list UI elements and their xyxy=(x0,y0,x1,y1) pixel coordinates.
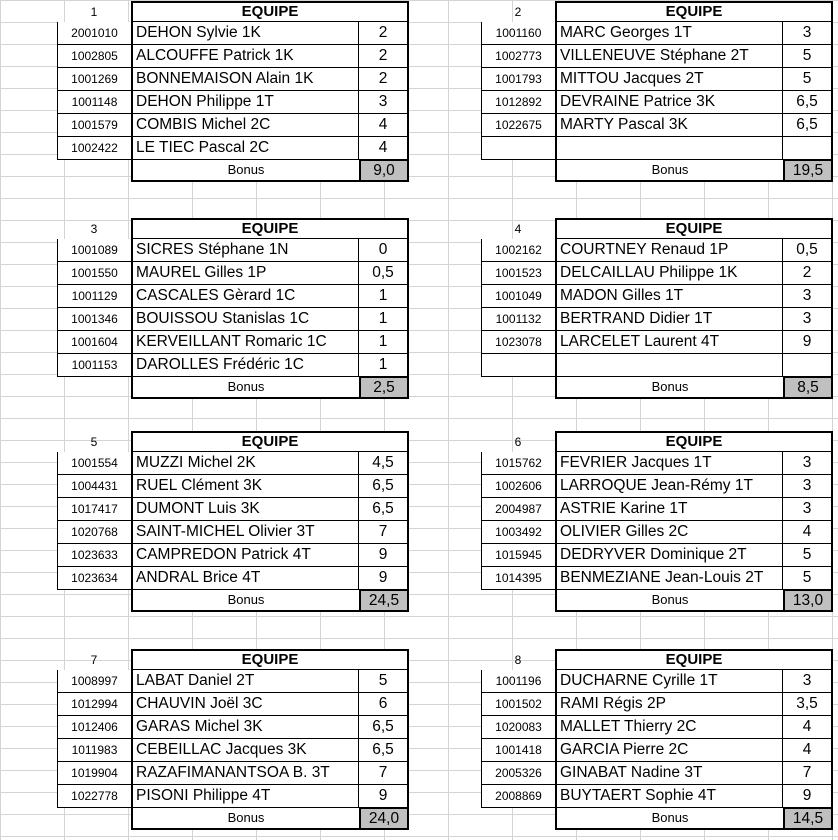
bonus-value[interactable]: 9,0 xyxy=(359,159,409,182)
member-value-cell[interactable]: 6,5 xyxy=(359,475,409,498)
table-row xyxy=(481,567,833,590)
member-name-cell[interactable]: COURTNEY Renaud 1P xyxy=(555,239,783,262)
member-value-cell[interactable]: 2 xyxy=(359,45,409,68)
table-row xyxy=(481,262,833,285)
member-value-cell[interactable]: 9 xyxy=(783,785,833,808)
member-id-cell[interactable]: 1023633 xyxy=(57,544,131,567)
table-row xyxy=(481,739,833,762)
member-id-cell[interactable]: 1001793 xyxy=(481,68,555,91)
member-value-cell[interactable]: 6,5 xyxy=(783,91,833,114)
member-name-cell[interactable]: MITTOU Jacques 2T xyxy=(555,68,783,91)
member-value-cell[interactable]: 6 xyxy=(359,693,409,716)
member-name-cell[interactable]: DEVRAINE Patrice 3K xyxy=(555,91,783,114)
member-name-cell[interactable]: MALLET Thierry 2C xyxy=(555,716,783,739)
member-id-cell[interactable]: 1002773 xyxy=(481,45,555,68)
member-value-cell[interactable]: 2 xyxy=(359,68,409,91)
team-header[interactable]: EQUIPE xyxy=(555,431,833,452)
table-row xyxy=(481,498,833,521)
member-value-cell[interactable]: 0,5 xyxy=(359,262,409,285)
team-header[interactable]: EQUIPE xyxy=(131,431,409,452)
member-name-cell[interactable]: MUZZI Michel 2K xyxy=(131,452,359,475)
table-row xyxy=(57,239,409,262)
member-id-cell[interactable]: 2004987 xyxy=(481,498,555,521)
member-name-cell[interactable]: ANDRAL Brice 4T xyxy=(131,567,359,590)
member-value-cell[interactable]: 6,5 xyxy=(359,716,409,739)
member-name-cell[interactable]: DELCAILLAU Philippe 1K xyxy=(555,262,783,285)
member-id-cell[interactable]: 1001129 xyxy=(57,285,131,308)
member-id-cell[interactable]: 1001148 xyxy=(57,91,131,114)
table-row xyxy=(57,137,409,160)
bonus-label[interactable]: Bonus xyxy=(131,159,359,182)
table-row xyxy=(57,331,409,354)
member-value-cell[interactable]: 5 xyxy=(783,68,833,91)
bonus-value[interactable]: 14,5 xyxy=(783,807,833,830)
member-id-cell[interactable]: 1001550 xyxy=(57,262,131,285)
member-id-cell[interactable]: 1012994 xyxy=(57,693,131,716)
member-id-cell[interactable]: 1011983 xyxy=(57,739,131,762)
table-row xyxy=(481,137,833,160)
member-id-cell[interactable]: 1001502 xyxy=(481,693,555,716)
bonus-label[interactable]: Bonus xyxy=(131,376,359,399)
member-name-cell[interactable]: BERTRAND Didier 1T xyxy=(555,308,783,331)
member-name-cell[interactable]: CEBEILLAC Jacques 3K xyxy=(131,739,359,762)
member-value-cell[interactable]: 9 xyxy=(359,544,409,567)
member-id-cell[interactable]: 1002422 xyxy=(57,137,131,160)
member-value-cell[interactable]: 1 xyxy=(359,308,409,331)
table-row xyxy=(57,567,409,590)
member-value-cell[interactable]: 7 xyxy=(359,521,409,544)
member-value-cell[interactable]: 3,5 xyxy=(783,693,833,716)
member-name-cell[interactable]: DAROLLES Frédéric 1C xyxy=(131,354,359,377)
member-id-cell[interactable]: 1023078 xyxy=(481,331,555,354)
member-name-cell[interactable]: PISONI Philippe 4T xyxy=(131,785,359,808)
member-id-cell[interactable]: 2001010 xyxy=(57,22,131,45)
member-value-cell[interactable]: 4,5 xyxy=(359,452,409,475)
member-id-cell[interactable]: 1001554 xyxy=(57,452,131,475)
table-row xyxy=(57,91,409,114)
member-id-cell[interactable]: 1002606 xyxy=(481,475,555,498)
member-id-cell[interactable]: 1001579 xyxy=(57,114,131,137)
member-name-cell[interactable]: MAUREL Gilles 1P xyxy=(131,262,359,285)
member-id-cell[interactable]: 1001089 xyxy=(57,239,131,262)
member-name-cell[interactable]: BONNEMAISON Alain 1K xyxy=(131,68,359,91)
bonus-label[interactable]: Bonus xyxy=(555,376,783,399)
table-row xyxy=(481,68,833,91)
team-header[interactable]: EQUIPE xyxy=(131,649,409,670)
table-row xyxy=(57,475,409,498)
member-value-cell[interactable]: 9 xyxy=(783,331,833,354)
member-value-cell[interactable]: 5 xyxy=(783,567,833,590)
member-value-cell[interactable]: 3 xyxy=(783,285,833,308)
table-row xyxy=(481,45,833,68)
member-id-cell[interactable]: 1001269 xyxy=(57,68,131,91)
table-row xyxy=(481,239,833,262)
member-name-cell[interactable]: CASCALES Gèrard 1C xyxy=(131,285,359,308)
member-value-cell[interactable]: 9 xyxy=(359,785,409,808)
table-row xyxy=(57,22,409,45)
table-row xyxy=(481,475,833,498)
member-value-cell[interactable]: 3 xyxy=(783,670,833,693)
member-id-cell[interactable]: 1001346 xyxy=(57,308,131,331)
table-row xyxy=(57,498,409,521)
member-name-cell[interactable]: MARC Georges 1T xyxy=(555,22,783,45)
member-name-cell[interactable]: VILLENEUVE Stéphane 2T xyxy=(555,45,783,68)
member-name-cell[interactable]: DUMONT Luis 3K xyxy=(131,498,359,521)
member-id-cell[interactable]: 1004431 xyxy=(57,475,131,498)
team-header[interactable]: EQUIPE xyxy=(555,1,833,22)
table-row xyxy=(481,544,833,567)
member-value-cell[interactable]: 4 xyxy=(783,739,833,762)
member-id-cell[interactable]: 2008869 xyxy=(481,785,555,808)
table-row xyxy=(57,452,409,475)
member-name-cell[interactable]: ALCOUFFE Patrick 1K xyxy=(131,45,359,68)
table-row xyxy=(481,693,833,716)
member-value-cell[interactable]: 5 xyxy=(783,45,833,68)
member-value-cell[interactable]: 5 xyxy=(783,544,833,567)
bonus-label[interactable]: Bonus xyxy=(555,589,783,612)
table-row xyxy=(57,739,409,762)
member-id-cell[interactable]: 1020768 xyxy=(57,521,131,544)
bonus-value[interactable]: 24,5 xyxy=(359,589,409,612)
member-id-cell[interactable]: 1001196 xyxy=(481,670,555,693)
bonus-value[interactable]: 24,0 xyxy=(359,807,409,830)
member-name-cell[interactable]: DEDRYVER Dominique 2T xyxy=(555,544,783,567)
team-number[interactable]: 3 xyxy=(90,222,98,236)
member-name-cell[interactable]: LARROQUE Jean-Rémy 1T xyxy=(555,475,783,498)
table-row xyxy=(57,114,409,137)
member-id-cell[interactable]: 1014395 xyxy=(481,567,555,590)
member-name-cell[interactable]: SICRES Stéphane 1N xyxy=(131,239,359,262)
table-row xyxy=(57,693,409,716)
table-row xyxy=(57,354,409,377)
member-id-cell[interactable]: 1003492 xyxy=(481,521,555,544)
table-row xyxy=(57,45,409,68)
member-value-cell[interactable]: 6,5 xyxy=(359,498,409,521)
member-id-cell[interactable]: 1008997 xyxy=(57,670,131,693)
member-id-cell[interactable]: 1002162 xyxy=(481,239,555,262)
member-name-cell[interactable]: CHAUVIN Joël 3C xyxy=(131,693,359,716)
bonus-label[interactable]: Bonus xyxy=(131,807,359,830)
member-name-cell[interactable]: LE TIEC Pascal 2C xyxy=(131,137,359,160)
member-value-cell[interactable]: 1 xyxy=(359,354,409,377)
member-name-cell[interactable]: GARAS Michel 3K xyxy=(131,716,359,739)
member-name-cell[interactable]: LABAT Daniel 2T xyxy=(131,670,359,693)
member-value-cell[interactable]: 0,5 xyxy=(783,239,833,262)
table-row xyxy=(481,308,833,331)
member-id-cell[interactable]: 1001160 xyxy=(481,22,555,45)
member-value-cell[interactable]: 4 xyxy=(359,137,409,160)
team-number[interactable]: 4 xyxy=(514,222,522,236)
bonus-label[interactable]: Bonus xyxy=(555,159,783,182)
member-value-cell[interactable] xyxy=(783,137,833,160)
table-row xyxy=(57,785,409,808)
member-name-cell[interactable]: DEHON Sylvie 1K xyxy=(131,22,359,45)
member-value-cell[interactable]: 4 xyxy=(783,521,833,544)
table-row xyxy=(57,262,409,285)
table-row xyxy=(481,91,833,114)
member-name-cell[interactable]: BENMEZIANE Jean-Louis 2T xyxy=(555,567,783,590)
table-row xyxy=(481,114,833,137)
member-id-cell[interactable]: 1001132 xyxy=(481,308,555,331)
team-number[interactable]: 5 xyxy=(90,435,98,449)
table-row xyxy=(57,716,409,739)
member-name-cell[interactable]: MARTY Pascal 3K xyxy=(555,114,783,137)
table-row xyxy=(481,762,833,785)
member-name-cell[interactable]: RUEL Clément 3K xyxy=(131,475,359,498)
member-name-cell[interactable]: GARCIA Pierre 2C xyxy=(555,739,783,762)
bonus-value[interactable]: 2,5 xyxy=(359,376,409,399)
member-id-cell[interactable]: 1001049 xyxy=(481,285,555,308)
member-name-cell[interactable]: DUCHARNE Cyrille 1T xyxy=(555,670,783,693)
member-value-cell[interactable]: 3 xyxy=(783,308,833,331)
member-value-cell[interactable]: 0 xyxy=(359,239,409,262)
table-row xyxy=(57,670,409,693)
member-value-cell[interactable]: 1 xyxy=(359,331,409,354)
member-name-cell[interactable]: COMBIS Michel 2C xyxy=(131,114,359,137)
member-id-cell[interactable]: 1022675 xyxy=(481,114,555,137)
member-value-cell[interactable]: 7 xyxy=(359,762,409,785)
member-name-cell[interactable]: FEVRIER Jacques 1T xyxy=(555,452,783,475)
member-name-cell[interactable]: RAZAFIMANANTSOA B. 3T xyxy=(131,762,359,785)
member-name-cell[interactable]: SAINT-MICHEL Olivier 3T xyxy=(131,521,359,544)
member-name-cell[interactable]: BOUISSOU Stanislas 1C xyxy=(131,308,359,331)
member-id-cell[interactable]: 1001604 xyxy=(57,331,131,354)
member-name-cell[interactable] xyxy=(555,137,783,160)
member-id-cell[interactable]: 1012892 xyxy=(481,91,555,114)
bonus-value[interactable]: 8,5 xyxy=(783,376,833,399)
member-value-cell[interactable]: 6,5 xyxy=(359,739,409,762)
member-id-cell[interactable]: 2005326 xyxy=(481,762,555,785)
member-value-cell[interactable]: 3 xyxy=(359,91,409,114)
member-name-cell[interactable]: BUYTAERT Sophie 4T xyxy=(555,785,783,808)
table-row xyxy=(481,354,833,377)
bonus-value[interactable]: 13,0 xyxy=(783,589,833,612)
member-name-cell[interactable] xyxy=(555,354,783,377)
member-value-cell[interactable]: 7 xyxy=(783,762,833,785)
member-value-cell[interactable]: 2 xyxy=(783,262,833,285)
member-name-cell[interactable]: CAMPREDON Patrick 4T xyxy=(131,544,359,567)
member-value-cell[interactable]: 5 xyxy=(359,670,409,693)
team-header[interactable]: EQUIPE xyxy=(131,1,409,22)
member-id-cell[interactable]: 1001523 xyxy=(481,262,555,285)
team-number[interactable]: 6 xyxy=(514,435,522,449)
member-id-cell[interactable] xyxy=(481,354,555,377)
member-value-cell[interactable]: 3 xyxy=(783,22,833,45)
member-name-cell[interactable]: DEHON Philippe 1T xyxy=(131,91,359,114)
member-name-cell[interactable]: MADON Gilles 1T xyxy=(555,285,783,308)
member-value-cell[interactable]: 9 xyxy=(359,567,409,590)
bonus-label[interactable]: Bonus xyxy=(555,807,783,830)
member-value-cell[interactable]: 3 xyxy=(783,452,833,475)
member-name-cell[interactable]: ASTRIE Karine 1T xyxy=(555,498,783,521)
table-row xyxy=(481,22,833,45)
member-id-cell[interactable]: 1019904 xyxy=(57,762,131,785)
member-id-cell[interactable] xyxy=(481,137,555,160)
member-id-cell[interactable]: 1023634 xyxy=(57,567,131,590)
table-row xyxy=(57,762,409,785)
table-row xyxy=(57,285,409,308)
member-name-cell[interactable]: RAMI Régis 2P xyxy=(555,693,783,716)
member-id-cell[interactable]: 1002805 xyxy=(57,45,131,68)
member-value-cell[interactable]: 1 xyxy=(359,285,409,308)
member-name-cell[interactable]: OLIVIER Gilles 2C xyxy=(555,521,783,544)
table-row xyxy=(57,521,409,544)
team-number[interactable]: 7 xyxy=(90,653,98,667)
table-row xyxy=(481,331,833,354)
team-number[interactable]: 2 xyxy=(514,5,522,19)
member-id-cell[interactable]: 1012406 xyxy=(57,716,131,739)
table-row xyxy=(57,308,409,331)
bonus-label[interactable]: Bonus xyxy=(131,589,359,612)
member-id-cell[interactable]: 1020083 xyxy=(481,716,555,739)
table-row xyxy=(481,716,833,739)
member-value-cell[interactable]: 6,5 xyxy=(783,114,833,137)
member-value-cell[interactable]: 3 xyxy=(783,498,833,521)
member-id-cell[interactable]: 1015762 xyxy=(481,452,555,475)
member-value-cell[interactable]: 3 xyxy=(783,475,833,498)
table-row xyxy=(481,521,833,544)
member-value-cell[interactable]: 4 xyxy=(783,716,833,739)
member-id-cell[interactable]: 1017417 xyxy=(57,498,131,521)
table-row xyxy=(481,285,833,308)
member-id-cell[interactable]: 1001153 xyxy=(57,354,131,377)
team-header[interactable]: EQUIPE xyxy=(555,649,833,670)
bonus-value[interactable]: 19,5 xyxy=(783,159,833,182)
member-id-cell[interactable]: 1001418 xyxy=(481,739,555,762)
member-id-cell[interactable]: 1015945 xyxy=(481,544,555,567)
member-value-cell[interactable]: 2 xyxy=(359,22,409,45)
team-header[interactable]: EQUIPE xyxy=(131,218,409,239)
team-number[interactable]: 1 xyxy=(90,5,98,19)
table-row xyxy=(57,68,409,91)
table-row xyxy=(57,544,409,567)
table-row xyxy=(481,452,833,475)
team-number[interactable]: 8 xyxy=(514,653,522,667)
table-row xyxy=(481,785,833,808)
team-header[interactable]: EQUIPE xyxy=(555,218,833,239)
member-name-cell[interactable]: GINABAT Nadine 3T xyxy=(555,762,783,785)
member-name-cell[interactable]: LARCELET Laurent 4T xyxy=(555,331,783,354)
member-name-cell[interactable]: KERVEILLANT Romaric 1C xyxy=(131,331,359,354)
member-value-cell[interactable] xyxy=(783,354,833,377)
table-row xyxy=(481,670,833,693)
member-id-cell[interactable]: 1022778 xyxy=(57,785,131,808)
member-value-cell[interactable]: 4 xyxy=(359,114,409,137)
